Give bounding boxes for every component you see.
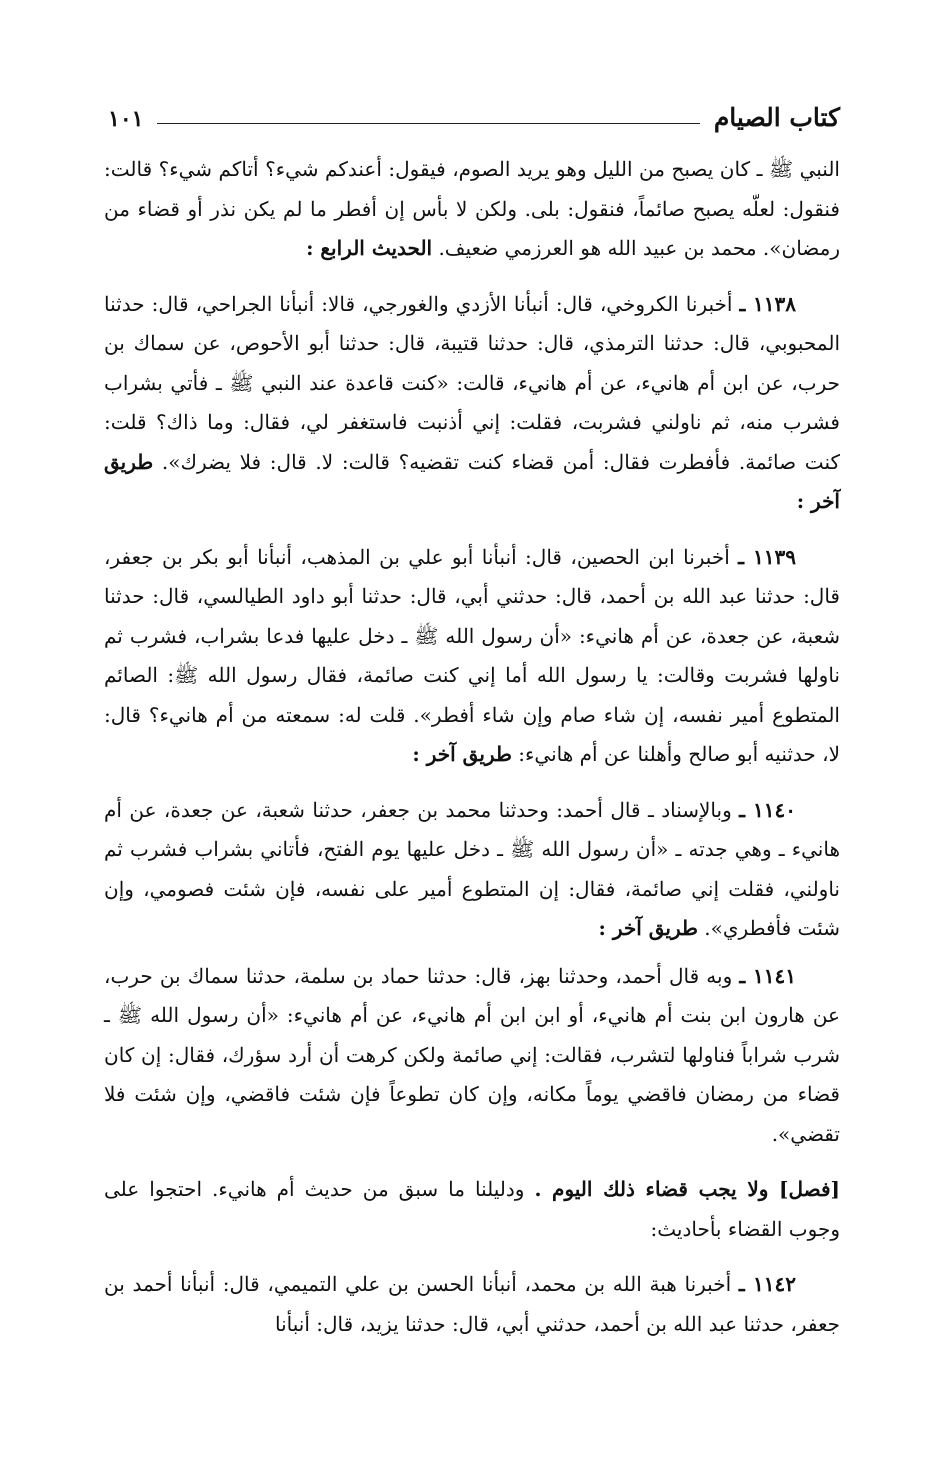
section-heading-inline: الحديث الرابع : xyxy=(306,236,433,260)
hadith-1138 xyxy=(104,285,840,522)
page-body xyxy=(104,150,840,1360)
hadith-number: ١١٤١ ـ xyxy=(739,963,797,988)
section-heading-inline: طريق آخر : xyxy=(104,449,840,513)
hadith-1140 xyxy=(104,791,840,949)
section-heading-inline: طريق آخر : xyxy=(412,742,512,766)
paragraph-text: أخبرنا ابن الحصين، قال: أنبأنا أبو علي بن المذهب، أنبأنا أبو بكر بن جعفر، قال: حدثنا عبد الله بن أحمد، قال: حدثني أبي، قال: حدثنا أبو داود الطيالسي، قال: حدثنا شعبة، عن جعدة، عن أم هانيء: «أن رسول الله ﷺ ـ دخل عليها فدعا بشراب، فشرب ثم ناولها فشربت وقالت: يا رسول الله أما إني كنت صائمة، فقال رسول الله ﷺ: الصائم المتطوع أمير نفسه، إن شاء صام وإن شاء أفطر». قلت له: سمعته من أم هانيء؟ قال: لا، حدثنيه أبو صالح وأهلنا عن أم هانيء: xyxy=(104,544,840,766)
paragraph-text: وبه قال أحمد، وحدثنا بهز، قال: حدثنا حماد بن سلمة، حدثنا سماك بن حرب، عن هارون ابن بنت أم هانيء، أو ابن ابن أم هانيء، عن أم هانيء: «أن رسول الله ﷺ ـ شرب شراباً فناولها لتشرب، فقالت: إني صائمة ولكن كرهت أن أرد سؤرك، فقال: إن كان قضاء من رمضان فاقضي يوماً مكانه، وإن كان تطوعاً فإن شئت فاقضي، وإن شئت فلا تقضي». xyxy=(104,963,840,1146)
paragraph-text: ودليلنا ما سبق من حديث أم هانيء. احتجوا على وجوب القضاء بأحاديث: xyxy=(104,1177,840,1241)
hadith-1139 xyxy=(104,538,840,775)
header-rule xyxy=(157,123,699,124)
paragraph-continuation xyxy=(104,150,840,269)
fasl-paragraph xyxy=(104,1170,840,1249)
chapter-title: كتاب الصيام xyxy=(713,103,840,132)
hadith-number: ١١٣٨ ـ xyxy=(739,291,796,316)
hadith-number: ١١٣٩ ـ xyxy=(738,544,796,569)
page-number: ١٠١ xyxy=(108,106,144,132)
section-heading-inline: طريق آخر : xyxy=(598,916,698,940)
hadith-1141 xyxy=(104,957,840,1155)
hadith-number: ١١٤٠ ـ xyxy=(739,797,796,822)
fasl-heading: [فصل] ولا يجب قضاء ذلك اليوم . xyxy=(534,1177,840,1201)
paragraph-text: النبي ﷺ ـ كان يصبح من الليل وهو يريد الصوم، فيقول: أعندكم شيء؟ أتاكم شيء؟ قالت: فنقول: لعلّه يصبح صائماً، فنقول: بلى. ولكن لا بأس إن أفطر ما لم يكن نذر أو قضاء من رمضان». محمد بن عبيد الله هو العرزمي ضعيف. xyxy=(104,157,840,260)
hadith-1142 xyxy=(104,1265,840,1344)
paragraph-text: أخبرنا هبة الله بن محمد، أنبأنا الحسن بن علي التميمي، قال: أنبأنا أحمد بن جعفر، حدثنا عبد الله بن أحمد، حدثني أبي، قال: حدثنا يزيد، قال: أنبأنا xyxy=(104,1272,840,1336)
page-header xyxy=(108,100,840,132)
hadith-number: ١١٤٢ ـ xyxy=(738,1272,796,1296)
paragraph-text: وبالإسناد ـ قال أحمد: وحدثنا محمد بن جعفر، حدثنا شعبة، عن جعدة، عن أم هانيء ـ وهي جدته ـ «أن رسول الله ﷺ ـ دخل عليها يوم الفتح، فأتاني بشراب فشرب ثم ناولني، فقلت إني صائمة، فقال: إن المتطوع أمير على نفسه، فإن شئت فصومي، وإن شئت فأفطري». xyxy=(104,797,840,940)
paragraph-text: أخبرنا الكروخي، قال: أنبأنا الأزدي والغورجي، قالا: أنبأنا الجراحي، قال: حدثنا المحبوبي، قال: حدثنا الترمذي، قال: حدثنا قتيبة، قال: حدثنا أبو الأحوص، عن سماك بن حرب، عن ابن أم هانيء، عن أم هانيء، قالت: «كنت قاعدة عند النبي ﷺ ـ فأتي بشراب فشرب منه، ثم ناولني فشربت، فقلت: إني أذنبت فاستغفر لي، فقال: وما ذاك؟ قلت: كنت صائمة. فأفطرت فقال: أمن قضاء كنت تقضيه؟ قالت: لا. قال: فلا يضرك». xyxy=(104,291,841,474)
